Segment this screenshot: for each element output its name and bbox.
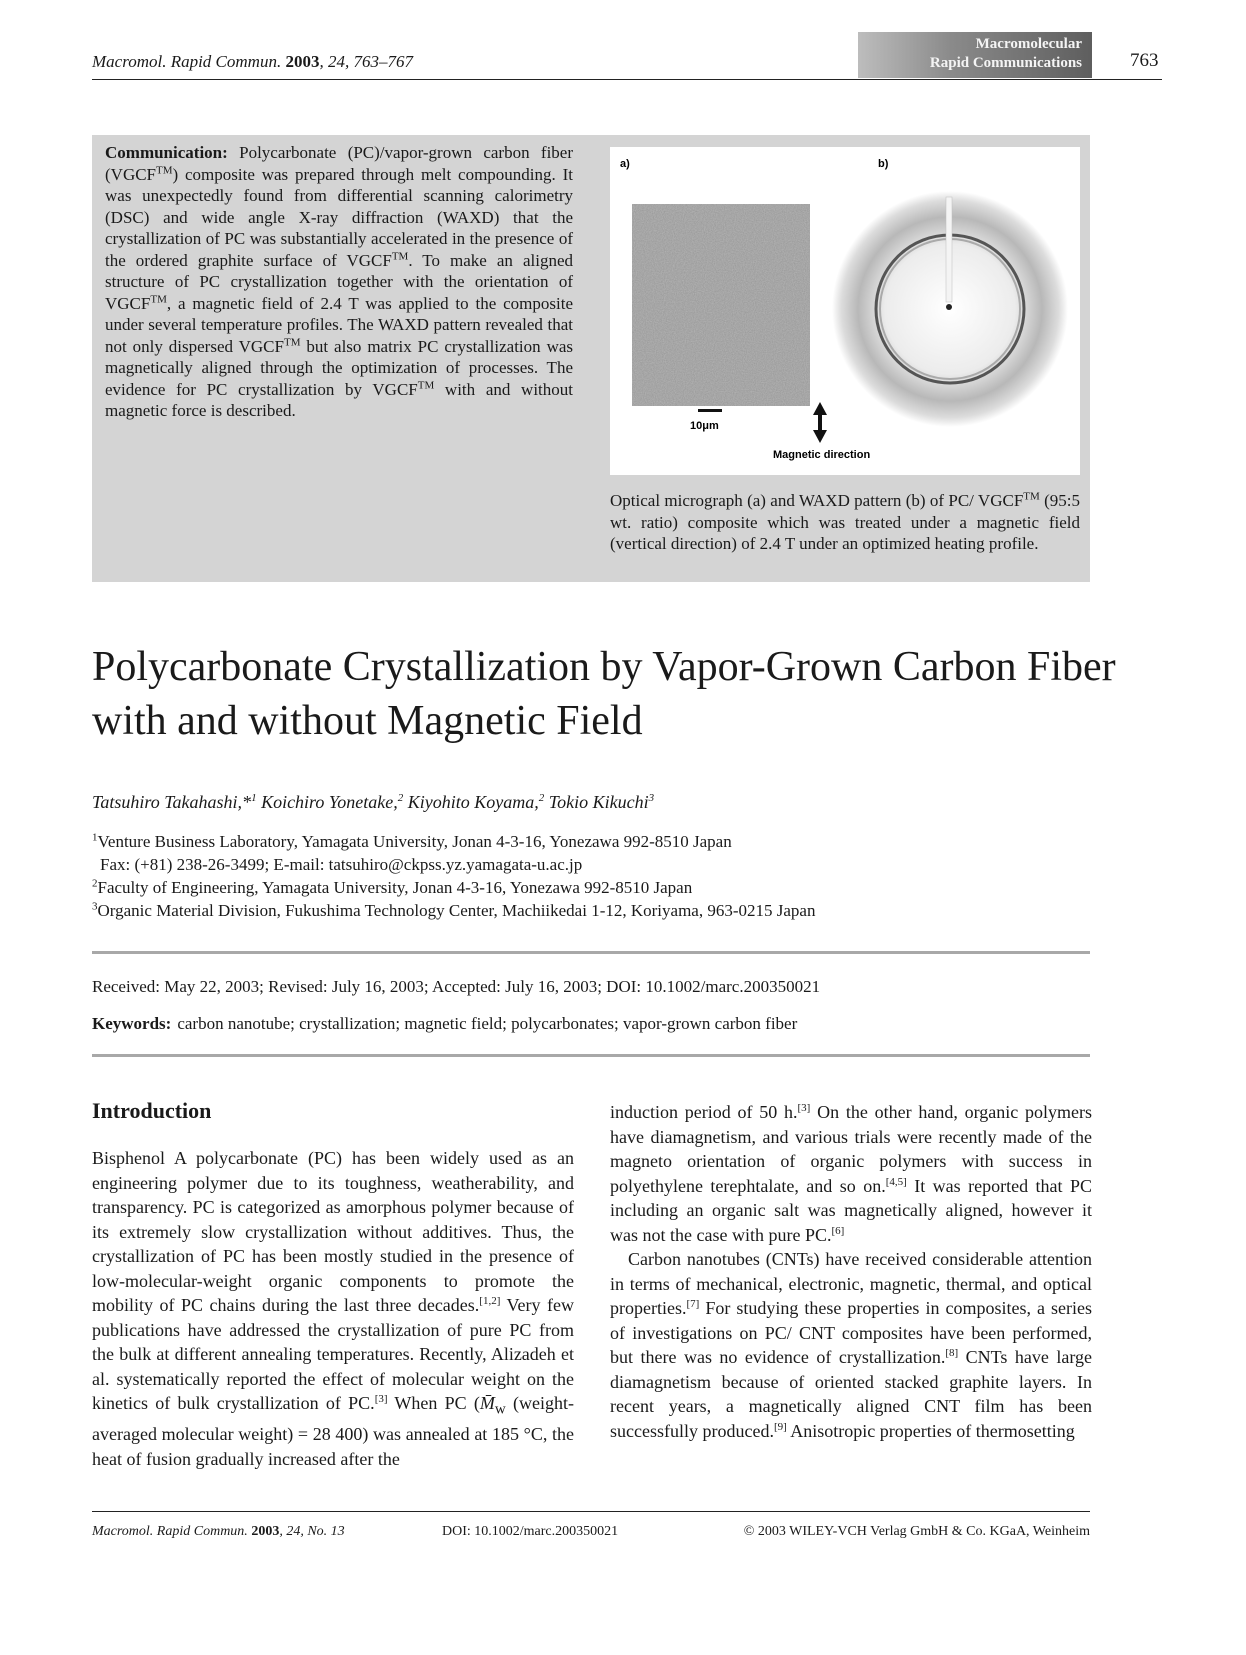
- citation: [3]: [374, 1393, 388, 1405]
- abstract-part: with and without magnetic force is described.: [105, 379, 573, 420]
- logo-line-1: Macromolecular: [975, 36, 1082, 52]
- author-affiliation-mark: 1: [251, 792, 257, 804]
- paragraph: [610, 1100, 1092, 1247]
- citation: [9]: [773, 1420, 787, 1433]
- mw-symbol: M̄: [479, 1393, 495, 1413]
- author-name: Tokio Kikuchi: [548, 792, 649, 812]
- footer-rule: [92, 1511, 1090, 1512]
- author-affiliation-mark: 2: [397, 792, 404, 804]
- affiliation-3: [92, 899, 815, 922]
- affiliation-text: Venture Business Laboratory, Yamagata University, Jonan 4-3-16, Yonezawa 992-8510 Japan: [97, 832, 732, 851]
- keywords-text: carbon nanotube; crystallization; magnetic field; polycarbonates; vapor-grown carbon fiber: [177, 1014, 798, 1033]
- paragraph: [92, 1146, 574, 1471]
- citation: [3]: [797, 1102, 811, 1114]
- abstract-part: , a magnetic field of 2.4 T was applied to the composite under several temperature profiles. The WAXD pattern revealed that not only dispersed VGCF: [105, 293, 573, 356]
- scale-bar-label: 10μm: [690, 420, 719, 432]
- author-affiliation-mark: 2: [538, 792, 545, 804]
- body-column-left: [92, 1146, 574, 1471]
- affiliation-text: Faculty of Engineering, Yamagata University, Jonan 4-3-16, Yonezawa 992-8510 Japan: [97, 878, 693, 897]
- contact-info: Fax: (+81) 238-26-3499; E-mail: tatsuhiro@ckpss.yz.yamagata-u.ac.jp: [100, 855, 583, 874]
- tm-mark: TM: [283, 335, 301, 348]
- received-dates: Received: May 22, 2003; Revised: July 16, 2003; Accepted: July 16, 2003; DOI: 10.1002/marc.200350021: [92, 977, 821, 996]
- affiliation-2: [92, 876, 815, 899]
- figure-panel: [610, 147, 1080, 475]
- text-run: When PC (: [387, 1393, 480, 1413]
- panel-b-label: b): [878, 158, 889, 170]
- tm-mark: TM: [156, 163, 173, 176]
- keywords: [92, 1014, 797, 1034]
- author-list: [92, 792, 654, 813]
- abstract-part: but also matrix PC crystallization was magnetically aligned through the optimization of processes. The evidence for PC crystallization by VGCF: [105, 336, 574, 399]
- footer-issue: , 24, No. 13: [279, 1524, 345, 1539]
- tm-mark: TM: [150, 292, 167, 305]
- footer-journal-name: Macromol. Rapid Commun.: [92, 1524, 248, 1539]
- affiliations: [92, 830, 815, 922]
- figure-caption: [610, 490, 1080, 555]
- citation: [1,2]: [479, 1295, 501, 1307]
- magnetic-direction-icon: [813, 402, 827, 443]
- body-column-right: [610, 1100, 1092, 1443]
- citation: [8]: [945, 1347, 959, 1359]
- logo-line-2: Rapid Communications: [929, 55, 1082, 71]
- panel-a-label: a): [620, 158, 630, 170]
- abstract-part: Polycarbonate (PC)/vapor-grown carbon fiber (VGCF: [105, 143, 573, 184]
- scale-bar: [698, 409, 722, 412]
- text-run: Bisphenol A polycarbonate (PC) has been widely used as an engineering polymer due to its toughness, weatherability, and transparency. PC is categorized as amorphous polymer because of its extremely slow crystallization without additives. Thus, the crystallization of PC has been mostly studied in the presence of low-molecular-weight organic components to promote the mobility of PC chains during the last three decades.: [92, 1148, 574, 1315]
- text-run: induction period of 50 h.: [610, 1102, 798, 1122]
- abstract-text: [105, 142, 573, 422]
- figure-graphic: [610, 147, 1080, 475]
- keywords-label: Keywords:: [92, 1014, 172, 1033]
- affiliation-mark: 1: [92, 831, 98, 844]
- text-run: On the other hand, organic polymers have diamagnetism, and various trials were recently made of the magneto orientation of organic polymers with success in polyethylene terephtalate, and so on.: [610, 1102, 1092, 1196]
- footer-copyright: © 2003 WILEY-VCH Verlag GmbH & Co. KGaA, Weinheim: [743, 1524, 1090, 1539]
- beam-center: [946, 304, 952, 310]
- author-name: Tatsuhiro Takahashi,*: [92, 792, 252, 812]
- text-run: Anisotropic properties of thermosetting: [786, 1420, 1075, 1441]
- divider-bottom: [92, 1054, 1090, 1057]
- footer-journal: [92, 1524, 345, 1540]
- text-run: CNTs have large diamagnetism because of oriented stacked graphite layers. In recent years, a magnetically aligned CNT film has been successfully produced.: [610, 1347, 1093, 1441]
- caption-part: (95:5 wt. ratio) composite which was treated under a magnetic field (vertical direction) of 2.4 T under an optimized heating profile.: [610, 491, 1081, 553]
- text-run: (weight-averaged molecular weight) = 28 400) was annealed at 185 °C, the heat of fusion gradually increased after the: [92, 1393, 574, 1469]
- affiliation-text: Organic Material Division, Fukushima Technology Center, Machiikedai 1-12, Koriyama, 963-0215 Japan: [97, 901, 816, 920]
- journal-logo: [858, 32, 1092, 78]
- footer-year: 2003: [251, 1524, 280, 1539]
- footer-doi: DOI: 10.1002/marc.200350021: [442, 1524, 619, 1539]
- abstract-part: ) composite was prepared through melt compounding. It was unexpectedly found from differential scanning calorimetry (DSC) and wide angle X-ray diffraction (WAXD) that the crystallization of PC was substantially accelerated in the presence of the ordered graphite surface of VGCF: [105, 164, 573, 270]
- magnetic-direction-label: Magnetic direction: [773, 449, 871, 461]
- running-header-journal: Macromol. Rapid Commun. 2003, 24, 763–767: [92, 52, 413, 71]
- tm-mark: TM: [1023, 490, 1040, 503]
- text-run: Very few publications have addressed the crystallization of pure PC from the bulk at different annealing temperatures. Recently, Alizadeh et al. systematically reported the effect of molecular weight on the kinetics of bulk crystallization of PC.: [92, 1295, 574, 1413]
- journal-name: Macromol. Rapid Commun.: [92, 52, 282, 71]
- journal-pages: , 763–767: [344, 52, 413, 71]
- article-title: Polycarbonate Crystallization by Vapor-Grown Carbon Fiber with and without Magnetic Field: [92, 644, 1116, 744]
- abstract-label: Communication:: [105, 143, 228, 162]
- header-rule: [92, 79, 1162, 80]
- caption-part: Optical micrograph (a) and WAXD pattern (b) of PC/ VGCF: [610, 491, 1024, 510]
- affiliation-mark: 3: [92, 900, 98, 913]
- mw-subscript: w: [494, 1401, 506, 1418]
- paragraph: [610, 1247, 1092, 1443]
- beam-stop: [946, 197, 952, 302]
- author-name: Kiyohito Koyama,: [407, 792, 539, 812]
- tm-mark: TM: [417, 378, 435, 391]
- citation: [4,5]: [885, 1175, 907, 1188]
- author-affiliation-mark: 3: [648, 792, 655, 804]
- citation: [6]: [831, 1224, 845, 1237]
- text-run: Carbon nanotubes (CNTs) have received considerable attention in terms of mechanical, electronic, magnetic, thermal, and optical properties.: [610, 1249, 1092, 1318]
- affiliation-mark: 2: [92, 877, 98, 890]
- micrograph-texture: [632, 204, 810, 406]
- affiliation-1: [92, 830, 815, 853]
- tm-mark: TM: [391, 249, 409, 262]
- page-number: 763: [1130, 50, 1159, 71]
- divider-top: [92, 951, 1090, 954]
- abstract-part: . To make an aligned structure of PC crystallization together with the orientation of VGCF: [105, 250, 573, 313]
- text-run: For studying these properties in composites, a series of investigations on PC/ CNT composites have been performed, but there was no evidence of crystallization.: [610, 1298, 1092, 1367]
- citation: [7]: [686, 1298, 700, 1310]
- journal-year: 2003: [285, 52, 320, 71]
- author-name: Koichiro Yonetake,: [261, 792, 398, 812]
- section-heading-introduction: Introduction: [92, 1098, 212, 1123]
- text-run: It was reported that PC including an organic salt was magnetically aligned, however it was not the case with pure PC.: [610, 1175, 1092, 1245]
- journal-volume: 24: [327, 52, 345, 71]
